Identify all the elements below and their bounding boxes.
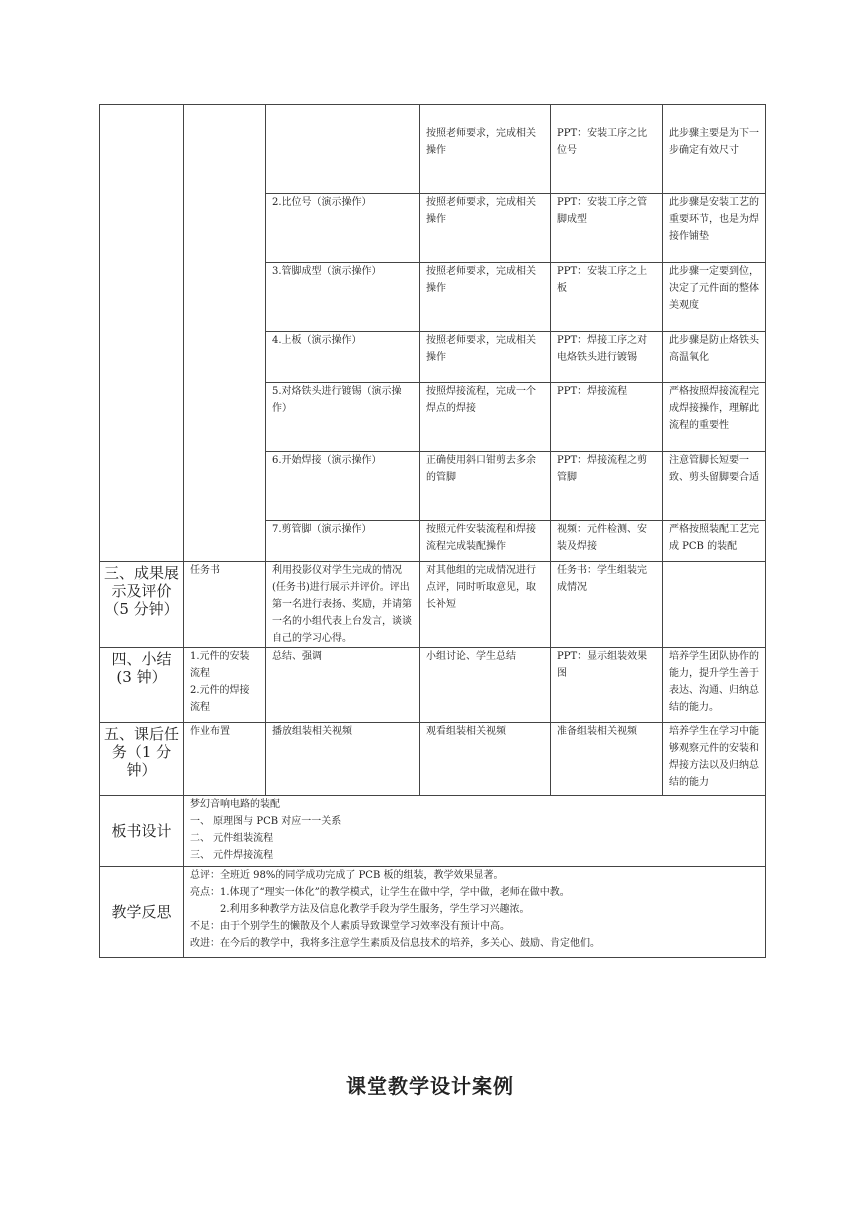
teacher-activity-cell: 播放组装相关视频	[266, 723, 420, 796]
media-cell: 准备组装相关视频	[551, 723, 663, 796]
student-activity-cell: 按照元件安装流程和焊接流程完成装配操作	[420, 521, 551, 562]
content-line: 2.元件的焊接流程	[190, 685, 250, 713]
section-cell-empty	[100, 105, 184, 562]
reflection-title: 教学反思	[100, 867, 184, 958]
intent-cell: 此步骤是防止烙铁头高温氧化	[663, 332, 766, 383]
student-activity-cell: 按照老师要求，完成相关操作	[420, 105, 551, 194]
section-title: 五、课后任务（1 分钟）	[100, 723, 184, 796]
step-cell: 4.上板（演示操作）	[266, 332, 420, 383]
reflection-line: 总评：全班近 98%的同学成功完成了 PCB 板的组装，教学效果显著。	[190, 870, 504, 881]
board-design-title: 板书设计	[100, 796, 184, 867]
media-cell: PPT：焊接流程	[551, 383, 663, 452]
section-title: 四、小结(3 钟）	[100, 648, 184, 723]
student-activity-cell: 按照老师要求，完成相关操作	[420, 194, 551, 263]
table-row	[100, 648, 766, 723]
student-activity-cell: 对其他组的完成情况进行点评，同时听取意见，取长补短	[420, 562, 551, 648]
intent-cell: 此步骤一定要到位，决定了元件面的整体美观度	[663, 263, 766, 332]
step-cell: 2.比位号（演示操作）	[266, 194, 420, 263]
media-cell: PPT：焊接工序之对电烙铁头进行镀锡	[551, 332, 663, 383]
teacher-activity-cell: 总结、强调	[266, 648, 420, 723]
table-row	[100, 723, 766, 796]
step-cell: 6.开始焊接（演示操作）	[266, 452, 420, 521]
student-activity-cell: 观看组装相关视频	[420, 723, 551, 796]
media-cell: PPT：安装工序之上板	[551, 263, 663, 332]
content-cell-empty	[184, 105, 266, 562]
student-activity-cell: 按照老师要求，完成相关操作	[420, 332, 551, 383]
reflection-line: 改进：在今后的教学中，我将多注意学生素质及信息技术的培养，多关心、鼓励、肯定他们。	[190, 938, 600, 949]
media-cell: 任务书：学生组装完成情况	[551, 562, 663, 648]
student-activity-cell: 按照焊接流程，完成一个焊点的焊接	[420, 383, 551, 452]
media-cell: PPT：安装工序之管脚成型	[551, 194, 663, 263]
content-line: 1.元件的安装流程	[190, 651, 250, 679]
intent-cell: 注意管脚长短要一致、剪头留脚要合适	[663, 452, 766, 521]
intent-cell: 严格按照焊接流程完成焊接操作，理解此流程的重要性	[663, 383, 766, 452]
table-row	[100, 562, 766, 648]
step-cell: 3.管脚成型（演示操作）	[266, 263, 420, 332]
media-cell: PPT：安装工序之比位号	[551, 105, 663, 194]
reflection-line: 2.利用多种教学方法及信息化教学手段为学生服务，学生学习兴趣浓。	[220, 904, 530, 915]
step-cell	[266, 105, 420, 194]
step-cell: 5.对烙铁头进行镀锡（演示操作）	[266, 383, 420, 452]
table-row	[100, 796, 766, 867]
reflection-line: 不足：由于个别学生的懒散及个人素质导致课堂学习效率没有预计中高。	[190, 921, 510, 932]
board-design-cell	[184, 796, 766, 867]
student-activity-cell: 正确使用斜口钳剪去多余的管脚	[420, 452, 551, 521]
table-row	[100, 105, 766, 194]
student-activity-cell: 小组讨论、学生总结	[420, 648, 551, 723]
lesson-plan-table	[99, 104, 766, 958]
section-title: 三、成果展示及评价（5 分钟）	[100, 562, 184, 648]
intent-cell: 此步骤主要是为下一步确定有效尺寸	[663, 105, 766, 194]
intent-cell	[663, 562, 766, 648]
content-cell: 任务书	[184, 562, 266, 648]
board-line: 梦幻音响电路的装配	[190, 799, 280, 810]
page-title: 课堂教学设计案例	[346, 1074, 514, 1098]
table-row	[100, 867, 766, 958]
student-activity-cell: 按照老师要求，完成相关操作	[420, 263, 551, 332]
teacher-activity-cell: 利用投影仪对学生完成的情况(任务书)进行展示并评价。评出第一名进行表扬、奖励，并请第一名的小组代表上台发言，谈谈自己的学习心得。	[266, 562, 420, 648]
reflection-cell	[184, 867, 766, 958]
intent-cell: 培养学生团队协作的能力，提升学生善于表达、沟通、归纳总结的能力。	[663, 648, 766, 723]
step-cell: 7.剪管脚（演示操作）	[266, 521, 420, 562]
intent-cell: 严格按照装配工艺完成 PCB 的装配	[663, 521, 766, 562]
intent-cell: 此步骤是安装工艺的重要环节，也是为焊接作铺垫	[663, 194, 766, 263]
media-cell: 视频：元件检测、安装及焊接	[551, 521, 663, 562]
board-line: 三、 元件焊接流程	[190, 850, 274, 861]
intent-cell: 培养学生在学习中能够观察元件的安装和焊接方法以及归纳总结的能力	[663, 723, 766, 796]
reflection-line: 亮点：1.体现了“理实一体化”的教学模式，让学生在做中学，学中做，老师在做中教。	[190, 887, 570, 898]
board-line: 一、 原理图与 PCB 对应一一关系	[190, 816, 342, 827]
media-cell: PPT：焊接流程之剪管脚	[551, 452, 663, 521]
board-line: 二、 元件组装流程	[190, 833, 274, 844]
media-cell: PPT：显示组装效果图	[551, 648, 663, 723]
content-cell: 作业布置	[184, 723, 266, 796]
content-cell	[184, 648, 266, 723]
